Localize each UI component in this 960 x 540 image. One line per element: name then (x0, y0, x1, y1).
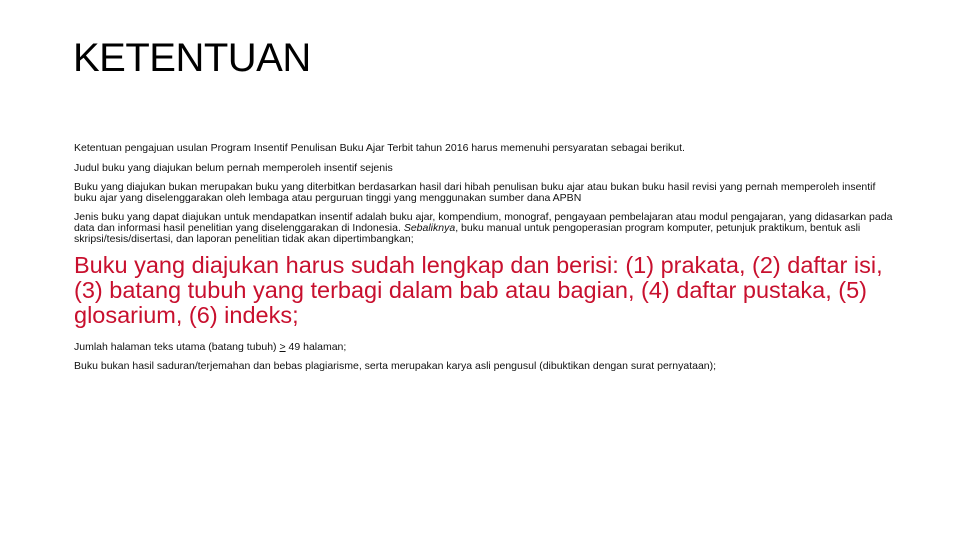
requirement-not-grant-book: Buku yang diajukan bukan merupakan buku yang diterbitkan berdasarkan hasil dari hibah penulisan buku ajar atau bukan buku hasil revisi yang pernah memperoleh insentif buku ajar yang diselenggarakan oleh lembaga atau perguruan tinggi yang menggunakan sumber dana APBN (74, 181, 876, 204)
requirement-originality: Buku bukan hasil saduran/terjemahan dan bebas plagiarisme, serta merupakan karya asli pengusul (dibuktikan dengan surat pernyataan); (74, 360, 717, 372)
requirement-completeness-emphasis: Buku yang diajukan harus sudah lengkap dan berisi: (1) prakata, (2) daftar isi, (3) batang tubuh yang terbagi dalam bab atau bagian, (4) daftar pustaka, (5) glosarium, (6) indeks; (74, 252, 883, 328)
requirement-book-types (74, 212, 894, 245)
greater-equal-symbol: > (279, 341, 286, 353)
intro-paragraph: Ketentuan pengajuan usulan Program Insentif Penulisan Buku Ajar Terbit tahun 2016 harus memenuhi persyaratan sebagai berikut. (74, 142, 685, 154)
book-types-text: Jenis buku yang dapat diajukan untuk mendapatkan insentif adalah buku ajar, kompendium, monograf, pengayaan pembelajaran atau modul pengajaran, yang didasarkan pada data dan informasi hasil penelitian yang diselenggarakan di Indonesia. (74, 211, 893, 234)
book-types-italic: Sebaliknya (403, 222, 456, 234)
slide-body (74, 143, 894, 380)
page-count-text: Jumlah halaman teks utama (batang tubuh) (74, 341, 280, 353)
page-count-value: 49 halaman; (285, 341, 347, 353)
slide-title: KETENTUAN (73, 36, 311, 80)
requirement-title-not-funded: Judul buku yang diajukan belum pernah memperoleh insentif sejenis (74, 162, 393, 174)
book-types-exclusions: , buku manual untuk pengoperasian program komputer, petunjuk praktikum, bentuk asli skripsi/tesis/disertasi, dan laporan penelitian tidak akan dipertimbangkan; (74, 222, 861, 245)
requirement-page-count (74, 342, 894, 353)
